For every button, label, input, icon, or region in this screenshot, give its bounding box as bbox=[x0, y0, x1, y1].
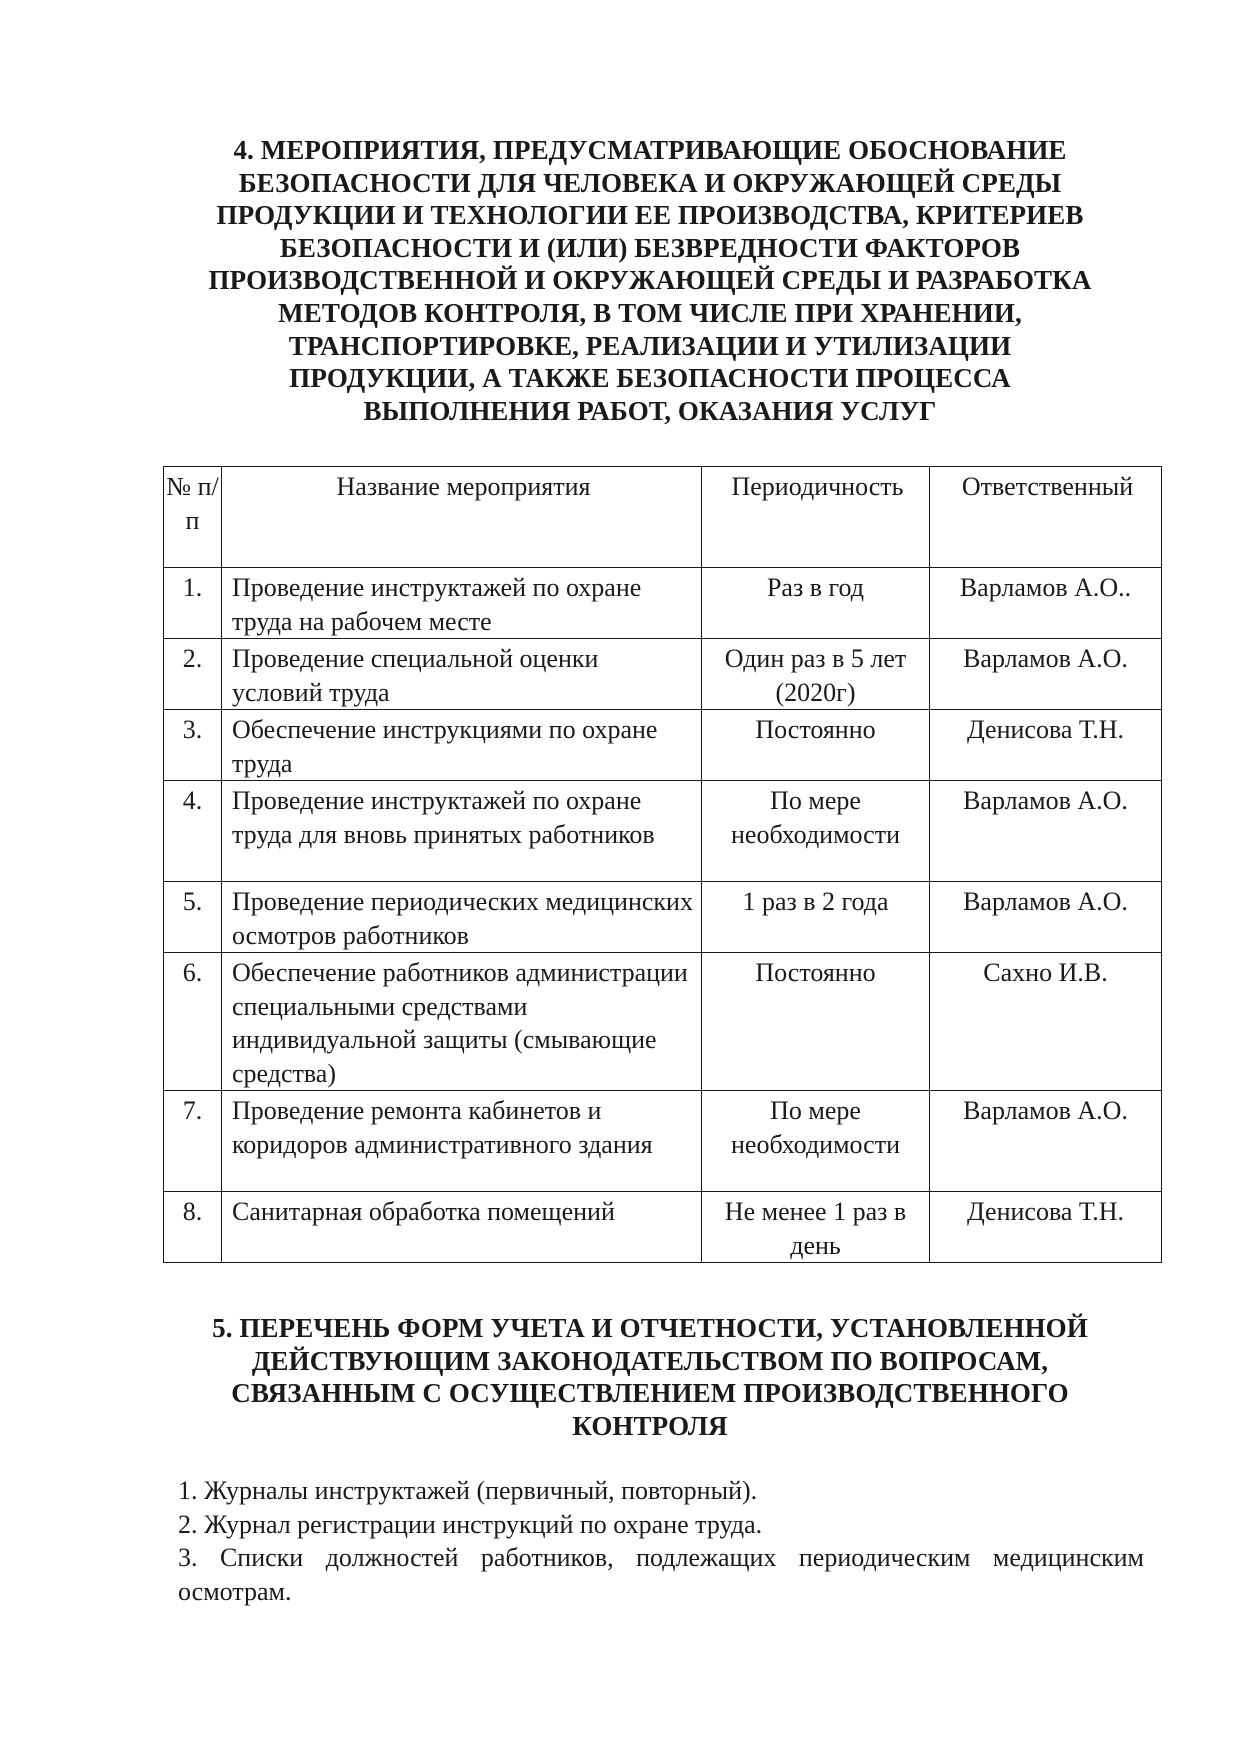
table-row bbox=[164, 882, 1162, 953]
section-4-title-line: 4. МЕРОПРИЯТИЯ, ПРЕДУСМАТРИВАЮЩИЕ ОБОСНОВАНИЕ bbox=[233, 135, 1067, 165]
section-5-title-line: СВЯЗАННЫМ С ОСУЩЕСТВЛЕНИЕМ ПРОИЗВОДСТВЕННОГО bbox=[231, 1378, 1069, 1409]
table-row bbox=[164, 1091, 1162, 1192]
section-5-title-line: 5. ПЕРЕЧЕНЬ ФОРМ УЧЕТА И ОТЧЕТНОСТИ, УСТАНОВЛЕННОЙ bbox=[212, 1313, 1088, 1343]
section-4-title-line: ПРОИЗВОДСТВЕННОЙ И ОКРУЖАЮЩЕЙ СРЕДЫ И РАЗРАБОТКА bbox=[208, 265, 1092, 296]
header-responsible: Ответственный bbox=[930, 467, 1162, 568]
measures-table bbox=[163, 466, 1162, 1263]
row-number: 1. bbox=[164, 568, 222, 639]
row-name: Проведение специальной оценки условий труда bbox=[222, 639, 702, 710]
row-period: 1 раз в 2 года bbox=[702, 882, 930, 953]
row-responsible: Варламов А.О. bbox=[930, 781, 1162, 882]
row-name: Проведение инструктажей по охране труда для вновь принятых работников bbox=[222, 781, 702, 882]
row-responsible: Варламов А.О. bbox=[930, 639, 1162, 710]
row-name: Обеспечение работников администрации специальными средствами индивидуальной защиты (смывающие средства) bbox=[222, 953, 702, 1091]
row-name: Проведение инструктажей по охране труда на рабочем месте bbox=[222, 568, 702, 639]
section-4-title-line: ВЫПОЛНЕНИЯ РАБОТ, ОКАЗАНИЯ УСЛУГ bbox=[363, 395, 937, 426]
row-number: 5. bbox=[164, 882, 222, 953]
section-5-title-line: ДЕЙСТВУЮЩИМ ЗАКОНОДАТЕЛЬСТВОМ ПО ВОПРОСАМ, bbox=[251, 1345, 1049, 1376]
section-4-title-line: ПРОДУКЦИИ, А ТАКЖЕ БЕЗОПАСНОСТИ ПРОЦЕССА bbox=[289, 363, 1011, 394]
header-name: Название мероприятия bbox=[222, 467, 702, 568]
list-item: 1. Журналы инструктажей (первичный, повторный). bbox=[178, 1476, 758, 1505]
section-5-title-line: КОНТРОЛЯ bbox=[572, 1410, 728, 1441]
header-period: Периодичность bbox=[702, 467, 930, 568]
table-row bbox=[164, 568, 1162, 639]
row-responsible: Варламов А.О. bbox=[930, 882, 1162, 953]
section-4-title-line: БЕЗОПАСНОСТИ ДЛЯ ЧЕЛОВЕКА И ОКРУЖАЮЩЕЙ СРЕДЫ bbox=[238, 167, 1062, 198]
row-number: 6. bbox=[164, 953, 222, 1091]
row-number: 8. bbox=[164, 1192, 222, 1263]
section-4-title-line: МЕТОДОВ КОНТРОЛЯ, В ТОМ ЧИСЛЕ ПРИ ХРАНЕНИИ, bbox=[278, 297, 1022, 328]
table-header-row bbox=[164, 467, 1162, 568]
section-4-title bbox=[150, 134, 1150, 427]
row-name: Санитарная обработка помещений bbox=[222, 1192, 702, 1263]
header-number: № п/ п bbox=[164, 467, 222, 568]
section-5-title bbox=[150, 1312, 1150, 1442]
list-item: 2. Журнал регистрации инструкций по охране труда. bbox=[178, 1509, 763, 1539]
row-name: Проведение периодических медицинских осмотров работников bbox=[222, 882, 702, 953]
row-responsible: Денисова Т.Н. bbox=[930, 1192, 1162, 1263]
table-row bbox=[164, 781, 1162, 882]
reporting-forms-list bbox=[178, 1474, 1144, 1608]
table-row bbox=[164, 639, 1162, 710]
table-row bbox=[164, 710, 1162, 781]
row-responsible: Сахно И.В. bbox=[930, 953, 1162, 1091]
row-period: Раз в год bbox=[702, 568, 930, 639]
section-4-title-line: ТРАНСПОРТИРОВКЕ, РЕАЛИЗАЦИИ И УТИЛИЗАЦИИ bbox=[288, 330, 1012, 361]
row-period: Один раз в 5 лет (2020г) bbox=[702, 639, 930, 710]
list-item: 3. Списки должностей работников, подлежащих периодическим медицинским осмотрам. bbox=[178, 1543, 1144, 1606]
row-period: По мере необходимости bbox=[702, 1091, 930, 1192]
row-period: Не менее 1 раз в день bbox=[702, 1192, 930, 1263]
row-number: 7. bbox=[164, 1091, 222, 1192]
table-row bbox=[164, 1192, 1162, 1263]
row-name: Обеспечение инструкциями по охране труда bbox=[222, 710, 702, 781]
row-responsible: Денисова Т.Н. bbox=[930, 710, 1162, 781]
section-4-title-line: БЕЗОПАСНОСТИ И (ИЛИ) БЕЗВРЕДНОСТИ ФАКТОРОВ bbox=[279, 232, 1021, 263]
row-number: 2. bbox=[164, 639, 222, 710]
row-period: Постоянно bbox=[702, 953, 930, 1091]
row-responsible: Варламов А.О. bbox=[930, 1091, 1162, 1192]
row-responsible: Варламов А.О.. bbox=[930, 568, 1162, 639]
row-period: Постоянно bbox=[702, 710, 930, 781]
section-4-title-line: ПРОДУКЦИИ И ТЕХНОЛОГИИ ЕЕ ПРОИЗВОДСТВА, КРИТЕРИЕВ bbox=[216, 200, 1084, 231]
table-row bbox=[164, 953, 1162, 1091]
row-period: По мере необходимости bbox=[702, 781, 930, 882]
row-name: Проведение ремонта кабинетов и коридоров административного здания bbox=[222, 1091, 702, 1192]
row-number: 3. bbox=[164, 710, 222, 781]
row-number: 4. bbox=[164, 781, 222, 882]
